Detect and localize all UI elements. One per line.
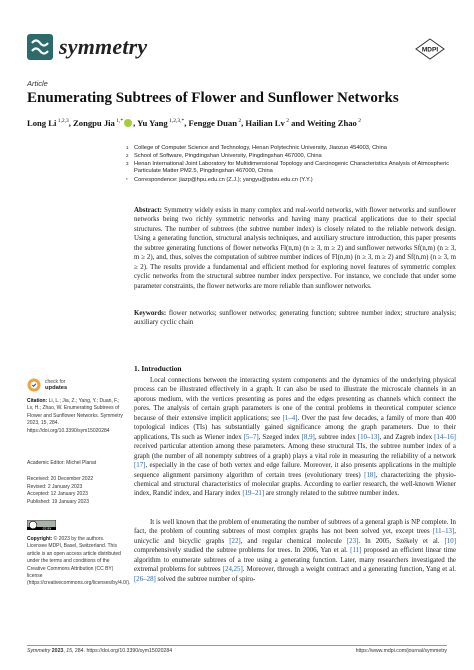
body-text: , especially in the case of both vertex and edge failure. Moreover, it also presents applications in the multiple sequence alignment parsimony algorithm of certain trees (evolutionary trees) [134,462,456,479]
orcid-icon[interactable] [124,119,132,127]
footer-year: 2023 [51,648,64,654]
affiliation-1: 1 College of Computer Science and Technology, Henan Polytechnic University, Jiaozuo 454003, China [126,145,387,151]
author-name: Hailian Lv [245,118,285,128]
author-affiliation-marker: 1,2,3,* [167,118,185,125]
body-text: , subtree index [314,433,358,441]
body-text: , unicyclic and bicyclic graphs [134,528,456,545]
citation-link[interactable]: [8,9] [301,433,315,441]
footer-doi[interactable]: https://doi.org/10.3390/sym15020284 [86,648,173,654]
check-for-updates[interactable] [27,378,67,392]
citation-text[interactable]: Li, L.; Jia, Z.; Yang, Y.; Duan, F.; Lv, H.; Zhao, W. Enumerating Subtrees of Flower and Sunflower Networks. Symmetry 2023, 15, 284. https://doi.org/10.3390/sym15020284 [27,398,123,434]
citation-link[interactable]: [23] [346,537,359,545]
citation-link[interactable]: [10] [444,537,456,545]
page-footer: Symmetry 2023, 15, 284. https://doi.org/10.3390/sym15020284 https://www.mdpi.com/journal/symmetry [27,648,447,654]
keywords-label: Keywords: [134,310,167,317]
copyright-label: Copyright: [27,536,53,542]
body-text: are strongly related to the subtree number index. [264,490,400,498]
author-name: Weiting Zhao [306,118,357,128]
citation-link[interactable]: [19–21] [242,490,265,498]
keywords-text: flower networks; sunflower networks; generating function; subtree number index; structure analysis; auxiliary cyclic chain [134,310,456,327]
citation-link[interactable]: [1–4] [282,414,298,422]
body-text: . Moreover, through a weight contract and a generating function, Yang et al. [242,566,456,574]
citation-link[interactable]: [18] [364,471,376,479]
check-line-1: check for [45,379,66,385]
body-text: Local connections between the interacting system components and the dynamics of the underlying physical process can be illustrated effectively in a graph. It can also be used to illustrate the microscale channels in an aporous medium, with the vertices presenting as pores and the edges presenting as channels which connect the pores. The analysis of certain graph parameters is one of the central problems in theoretical computer science because of their extensive implicit applications; see [134,377,456,422]
symmetry-logo-icon [27,34,53,60]
citation-link[interactable]: [14–16] [434,433,456,441]
mdpi-logo-text: MDPI [421,46,439,54]
author-affiliation-marker: 2 [284,118,289,125]
body-text: , Szeged index [258,433,302,441]
citation-link[interactable]: [10–13] [357,433,380,441]
author-name: Long Li [27,118,57,128]
cc-by-license-icon[interactable] [27,520,56,530]
citation-link[interactable]: [26–28] [134,575,156,583]
footer-url[interactable]: https://www.mdpi.com/journal/symmetry [355,648,447,654]
citation-link[interactable]: [17] [134,462,146,470]
affiliation-2: 2 School of Software, Pingdingshan University, Pingdingshan 467000, China [126,153,322,159]
body-text: , and regular chemical molecule [240,537,347,545]
body-text: , characterizing the physio-chemical and structural characteristics of molecular graphs. According to earlier research, the well-known Wiener index, Randić index, and Harary index [134,471,457,498]
correspondence: * Correspondence: jiazp@hpu.edu.cn (Z.J.); yangyu@pdsu.edu.cn (Y.Y.) [126,177,313,183]
section-heading: 1. Introduction [134,364,182,373]
body-text: solved the subtree number of spiro- [155,575,256,583]
author-name: Fengge Duan [188,118,237,128]
author-name: Yu Yang [137,118,168,128]
accepted-date: Accepted: 12 January 2023 [27,491,88,497]
body-text: received particular attention among these parameters. Among these structural TIs, the subtree number index of a graph (the number of all nonempty subtrees of a graph) plays a vital role in measuring the reliability of a network [134,443,456,460]
citation-block [27,398,123,435]
revised-date: Revised: 2 January 2023 [27,483,83,490]
author-affiliation-marker: 2 [356,118,361,125]
check-for-updates-icon [27,378,41,392]
footer-journal: Symmetry [27,648,51,654]
author-affiliation-marker: 2 [237,118,242,125]
affiliation-3: 3 Henan International Joint Laboratory for Multidimensional Topology and Carcinogenic Characteristics Analysis of Atmospheric Particulate Matter PM2.5, Pingdingshan 467000, China [126,161,450,175]
abstract-label: Abstract: [134,207,162,214]
article-title: Enumerating Subtrees of Flower and Sunflower Networks [27,90,399,106]
footer-rule [27,645,447,646]
body-text: proposed an efficient linear time algorithm to enumerate subtrees of a tree using a generating function. Later, many researchers investigated the extremal problems for subtrees [134,547,456,574]
author-affiliation-marker: 1,* [114,118,124,125]
copyright-text: © 2023 by the authors. Licensee MDPI, Basel, Switzerland. This article is an open access article distributed under the terms and conditions of the Creative Commons Attribution (CC BY) license (https://creativecommons.org/licenses/by/4.0/). [27,536,131,587]
citation-link[interactable]: [5–7] [243,433,259,441]
published-date: Published: 19 January 2023 [27,498,89,505]
citation-link[interactable]: [24,25] [222,566,243,574]
license-badge-text: CC BY [42,526,52,530]
journal-name: symmetry [59,34,148,59]
author-affiliation-marker: 1,2,3 [56,118,69,125]
abstract-text: Symmetry widely exists in many complex and real-world networks, with flower networks and sunflower networks being two richly symmetric networks and having many practical applications due to their special structures. The number of subtrees (the subtree number index) is closely related to the reliable network design. Using a generating function, structural analysis techniques, and auxiliary structure introduction, this paper presents the subtree generating functions of flower networks Fl(n,m) (n ≥ 3, m ≥ 2) and sunflower networks Sf(n,m) (n ≥ 3, m ≥ 2), and, thus, solves the computation of subtree number indices of Fl(n,m) (n ≥ 3, m ≥ 2) and Sf(n,m) (n ≥ 3, m ≥ 2). The results provide a fundamental and efficient method for exploring novel features of symmetric complex cyclic networks from the structural subtree number index perspective. For instance, we conclude that under some parameter constraints, the flower networks are more reliable than sunflower networks. [134,207,456,290]
copyright-block [27,536,131,588]
citation-label: Citation: [27,398,48,404]
body-text: . In 2005, Székely et al. [358,537,445,545]
author-name: Zongpu Jia [73,118,115,128]
mdpi-logo-icon[interactable] [415,38,445,60]
body-text: comprehensively studied the subtree problems for trees. In 2006, Yan et al. [134,547,351,555]
article-type: Article [27,79,48,88]
footer-volume: 15 [66,648,73,654]
intro-paragraph-2 [134,518,456,584]
citation-link[interactable]: [11] [350,547,362,555]
footer-article: 284. [74,648,86,654]
academic-editor: Academic Editor: Michel Planat [27,460,97,466]
author-list: Long Li $^{1,2,3}$, Zongpu Jia $^{1,*}$ , Yu Yang $^{1,2,3,*}$, Fengge Duan $^2$, Hailian Lv $^2$ and Weiting Zhao $^2$ [27,118,361,128]
journal-logo[interactable] [27,34,147,60]
citation-link[interactable]: [11–13] [432,528,455,536]
keywords [134,309,456,328]
body-text: . Over the past few decades, a family of more than 400 topological indices (TIs) has substantially gained significance among the graph parameters. Due to their applications, TIs such as Wiener index [134,414,457,441]
check-line-2: updates [45,385,68,391]
body-text: , and Zagreb index [379,433,435,441]
abstract [134,206,456,291]
body-text: It is well known that the problem of enumerating the number of subtrees of a general graph is NP complete. In fact, the problem of counting subtrees of most complex graphs has not been solved yet, except trees [134,519,456,536]
citation-link[interactable]: [22] [229,537,241,545]
intro-paragraph-1 [134,376,456,499]
received-date: Received: 20 December 2022 [27,476,94,482]
